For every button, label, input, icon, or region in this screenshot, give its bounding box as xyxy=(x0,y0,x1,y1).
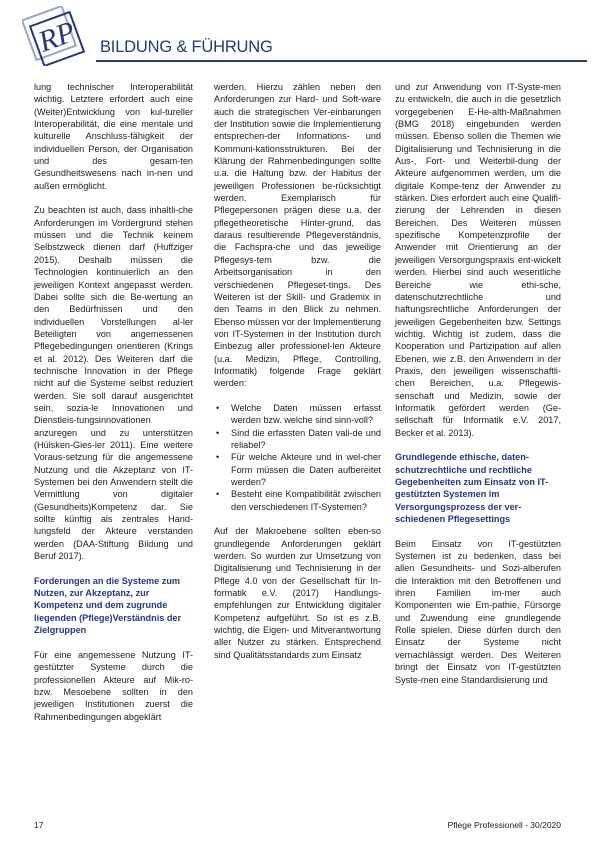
paragraph: lung technischer Interoperabilität wichtig. Letztere erfordert auch eine (Weiter)Entwicklung von kul-tureller Interoperabilität, die eine mentale und kulturelle Anschluss-fähigkeit der individuellen Person, der Organisation und des gesam-ten Gesundheitswesens nach in-nen und außen ermöglicht. xyxy=(34,82,193,191)
list-item: • Welche Daten müssen erfasst werden bzw. welche sind sinn-voll? xyxy=(214,402,381,427)
journal-footer: Pflege Professionell - 30/2020 xyxy=(447,820,561,830)
list-item: • Besteht eine Kompatibilität zwischen den verschiedenen IT-Systemen? xyxy=(214,488,381,513)
section-title: BILDUNG & FÜHRUNG xyxy=(100,38,273,56)
header-divider xyxy=(96,60,587,62)
paragraph: Auf der Makroebene sollten eben-so grundlegende Anforderungen geklärt werden. So wurden zur Umsetzung von Digitalisierung und Technisierung in der Pflege 4.0 von der Gesellschaft für In-formatik e.V. (2017) Handlungs-empfehlungen zur Entwicklung digitaler Kompetenz aufgeführt. So ist es z.B. wichtig, die Eigen- und Mitverantwortung aller Nutzer zu stärken. Entsprechend sind Qualitätsstandards zum Einsatz xyxy=(214,526,381,660)
paragraph: und zur Anwendung von IT-Syste-men zu entwickeln, die auch in die gesetzlich vorgegebenen E-He-alth-Maßnahmen (BMG 2018) eingebunden werden müssen. Ebenso sollen die Themen wie Digitalisierung und Technisierung in die Aus-, Fort- und Weiterbil-dung der Akteure aufgenommen werden, um die digitale Kompe-tenz der Anwender zu stärken. Dies erfordert auch eine Qualifi-zierung der Lehrenden in diesen Bereichen. Des Weiteren müssen spezifische Kompetenzprofile der Anwender mit Orientierung an der jeweiligen Versorgungspraxis ent-wickelt werden. Hierbei sind auch wesentliche Bereiche wie ethi-sche, datenschutzrechtliche und haftungsrechtliche Anforderungen der jeweiligen Gegebenheiten bzw. Settings wichtig. Wichtig ist zudem, dass die Kooperation und Partizipation auf allen Ebenen, wie z.B. den Anwendern in der Praxis, den jeweiligen wissenschaftli-chen Bereichen, u.a. Pflegewis-senschaft und Medizin, sowie der Informatik gefördert werden (Ge-sellschaft für Informatik e.V. 2017, Becker et al. 2013). xyxy=(395,82,561,438)
subheading: Grundlegende ethische, daten-schutzrechtliche und rechtliche Gegebenheiten zum Einsatz von IT-gestützten Systemen im Versorgungsprozess der ver-schiedenen Pflegesettings xyxy=(395,452,549,525)
column-1 xyxy=(34,81,193,723)
logo-text: RP xyxy=(34,15,80,59)
column-2 xyxy=(214,81,381,661)
page-number: 17 xyxy=(34,820,44,830)
list-item: • Für welche Akteure und in wel-cher Form müssen die Daten aufbereitet werden? xyxy=(214,451,381,488)
column-3 xyxy=(395,81,561,686)
paragraph: Zu beachten ist auch, dass inhaltli-che Anforderungen im Vordergrund stehen müssen und die Technik keinem Selbstzweck dienen darf (Huffziger 2015). Deshalb müssen die Technologien kontinuierlich an den jeweiligen Kontext angepasst werden. Dabei sollte sich die Be-wertung an den Bedürfnissen und den individuellen Vorstellungen al-ler Beteiligten von angemessenen Pflegebedingungen orientieren (Krings et al. 2012). Des Weiteren darf die technische Innovation in der Pflege nicht auf die Systeme selbst reduziert werden. Sie soll darauf ausgerichtet sein, sozia-le Innovationen und Dienstleis-tungsinnovationen anzuregen und zu unterstützen (Hülsken-Gies-ler 2011). Eine weitere Voraus-setzung für die angemessene Nutzung und die Akzeptanz von IT-Systemen bei den Anwendern stellt die Vermittlung von digitaler (Gesundheits)Kompetenz dar. Sie sollte künftig als zentrales Hand-lungsfeld der Akteure verstanden werden (DAA-Stiftung Bildung und Beruf 2017). xyxy=(34,205,193,562)
paragraph: werden. Hierzu zählen neben den Anforderungen zur Hard- und Soft-ware auch die strategischen Ver-einbarungen der Institution sowie die Implementierung entsprechen-der Informations- und Kommuni-kationsstrukturen. Bei der Klärung der Rahmenbedingungen sollte u.a. die Haltung bzw. der Habitus der jeweiligen Professionen be-rücksichtigt werden. Exemplarisch für Pflegepersonen prägen diese u.a. der pflegetheoretische Hinter-grund, das daraus resultierende Pflegeverständnis, die Fachspra-che und das jeweilige Pflegesys-tem bzw. die Arbeitsorganisation in den verschiedenen Pflegeset-tings. Des Weiteren ist der Skill- und Grademix in den Teams in den Blick zu nehmen. Ebenso müssen vor der Implementierung von IT-Systemen in der Institution durch Einbezug aller professionel-len Akteure (u.a. Medizin, Pflege, Controlling, Informatik) folgende Frage geklärt werden: xyxy=(214,82,381,389)
subheading: Forderungen an die Systeme zum Nutzen, zur Akzeptanz, zur Kompetenz und dem zugrunde liegenden (Pflege)Verständnis der Zielgruppen xyxy=(34,575,182,636)
list-item: • Sind die erfassten Daten vali-de und reliabel? xyxy=(214,427,381,452)
paragraph: Beim Einsatz von IT-gestützten Systemen ist zu bedenken, dass bei allen Gesundheits- und Sozi-alberufen die Interaktion mit den Betroffenen und ihren Familien im-mer auch Komponenten wie Em-pathie, Fürsorge und Zuwendung eine grundlegende Rolle spielen. Diese dürfen durch den Einsatz der Systeme nicht vernachlässigt werden. Des Weiteren bringt der Einsatz von IT-gestützten Syste-men eine Standardisierung und xyxy=(395,538,561,685)
publisher-logo xyxy=(22,6,92,66)
question-list xyxy=(214,402,381,513)
paragraph: Für eine angemessene Nutzung IT-gestützter Systeme durch die professionellen Akteure auf Mik-ro- bzw. Mesoebene sollten in den jeweiligen Institutionen zuerst die Rahmenbedingungen abgeklärt xyxy=(34,649,193,722)
